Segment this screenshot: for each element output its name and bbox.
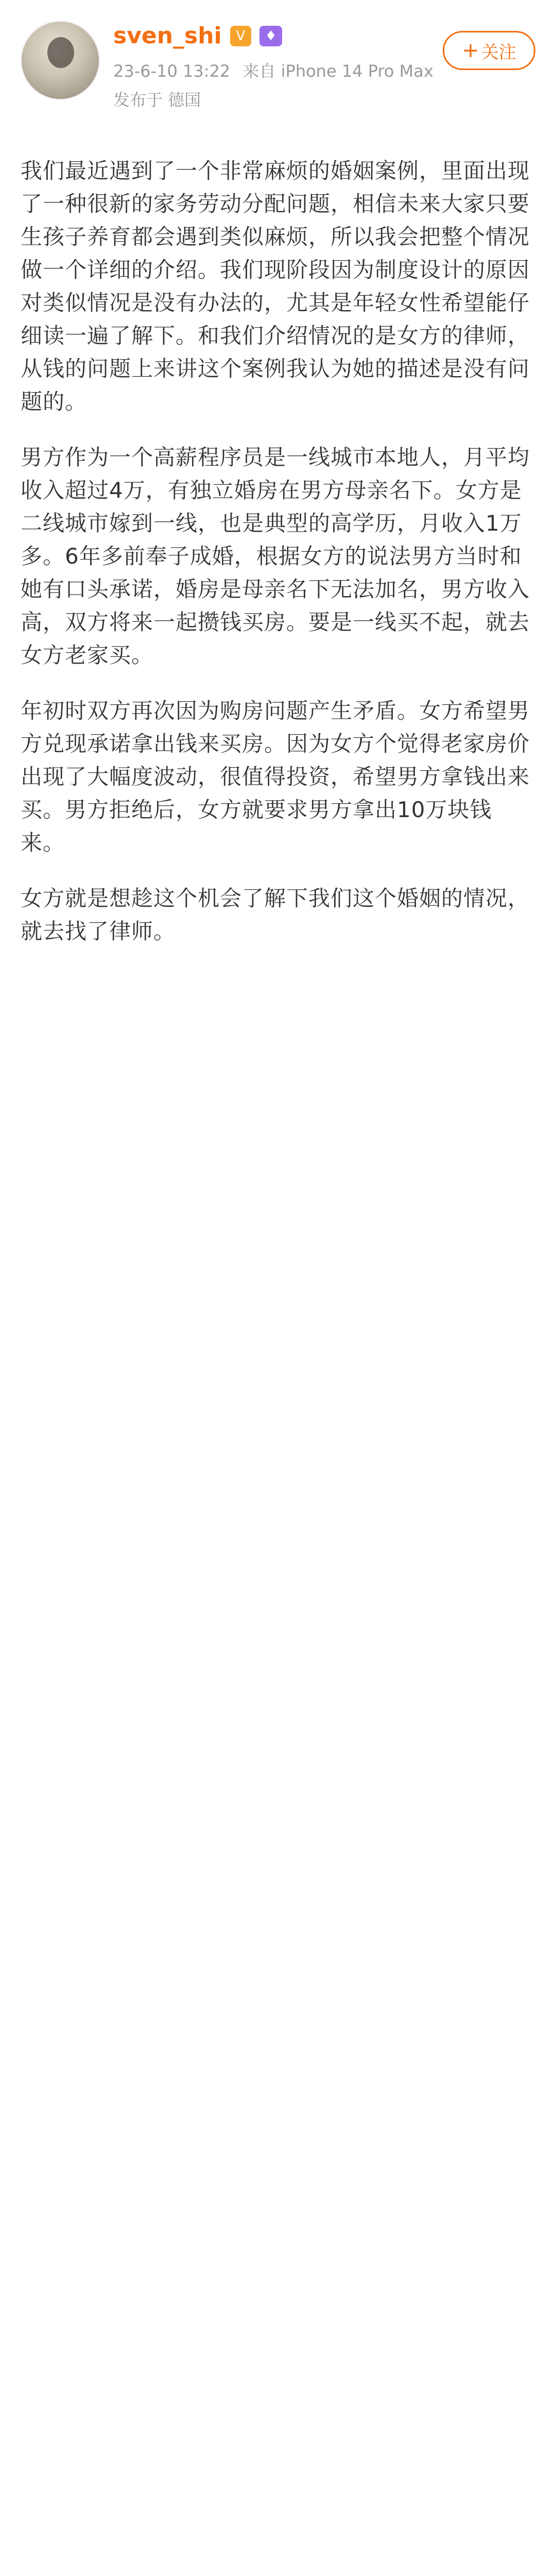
post-paragraph: 年初时双方再次因为购房问题产生矛盾。女方希望男方兑现承诺拿出钱来买房。因为女方个觉得老家房价出现了大幅度波动，很值得投资，希望男方拿钱出来买。男方拒绝后，女方就要求男方拿出10万块钱来。 bbox=[21, 698, 530, 855]
username[interactable]: sven_shi bbox=[113, 23, 222, 49]
post-paragraph: 男方作为一个高薪程序员是一线城市本地人，月平均收入超过4万，有独立婚房在男方母亲名下。女方是二线城市嫁到一线，也是典型的高学历，月收入1万多。6年多前奉子成婚，根据女方的说法男方当时和她有口头承诺，婚房是母亲名下无法加名，男方收入高，双方将来一起攒钱买房。要是一线买不起，就去女方老家买。 bbox=[21, 445, 530, 668]
post-location: 发布于 德国 bbox=[113, 90, 201, 110]
vip-badge-icon: V bbox=[230, 26, 252, 46]
user-info bbox=[113, 23, 432, 111]
plus-icon: + bbox=[462, 39, 479, 62]
post-date: 23-6-10 13:22 bbox=[113, 61, 231, 81]
post-body bbox=[0, 155, 556, 2576]
post-paragraph: 我们最近遇到了一个非常麻烦的婚姻案例，里面出现了一种很新的家务劳动分配问题，相信未来大家只要生孩子养育都会遇到类似麻烦，所以我会把整个情况做一个详细的介绍。我们现阶段因为制度设计的原因对类似情况是没有办法的，尤其是年轻女性希望能仔细读一遍了解下。和我们介绍情况的是女方的律师，从钱的问题上来讲这个案例我认为她的描述是没有问题的。 bbox=[21, 158, 530, 414]
follow-button-label: 关注 bbox=[481, 42, 516, 63]
post-header bbox=[0, 0, 556, 155]
post-source: 来自 iPhone 14 Pro Max bbox=[242, 61, 433, 81]
post-paragraph: 女方就是想趁这个机会了解下我们这个婚姻的情况，就去找了律师。 bbox=[21, 886, 530, 944]
follow-button[interactable] bbox=[443, 31, 535, 70]
post-meta bbox=[113, 58, 432, 82]
name-row bbox=[113, 23, 432, 49]
avatar[interactable] bbox=[21, 21, 100, 100]
level-badge-icon: ♦ bbox=[259, 26, 282, 46]
